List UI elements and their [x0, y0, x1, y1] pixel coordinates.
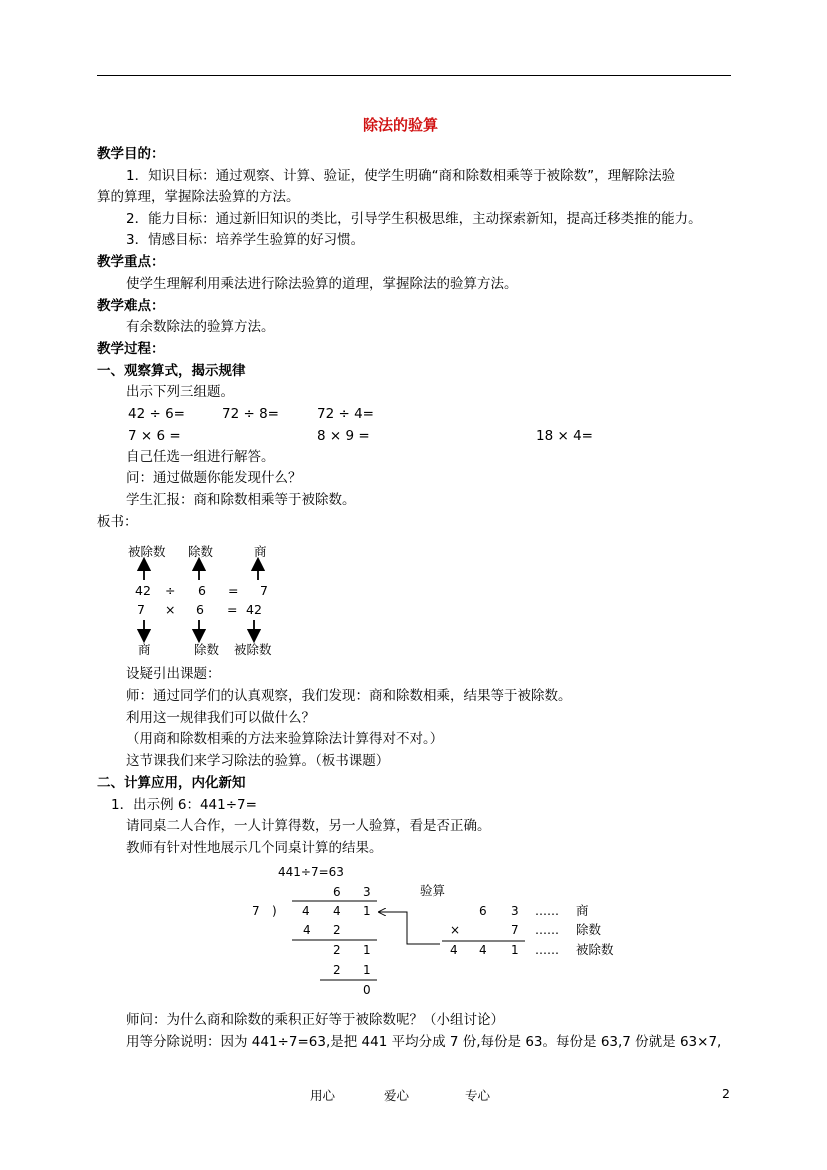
board-number: 7	[137, 602, 145, 617]
difficulty-text: 有余数除法的验算方法。	[126, 319, 275, 335]
part1-line-7: 利用这一规律我们可以做什么？	[126, 710, 315, 726]
part1-line-1: 出示下列三组题。	[126, 384, 234, 400]
part1-line-3: 问：通过做题你能发现什么？	[126, 470, 302, 486]
board-number: 42	[135, 583, 151, 598]
board-operator: ÷	[165, 583, 176, 598]
equation: 7 × 6 =	[128, 428, 181, 444]
part2-line-1: 1．出示例 6：441÷7=	[111, 797, 257, 813]
goal-heading: 教学目的：	[97, 146, 165, 162]
note-dividend: 被除数	[576, 942, 614, 957]
part2-line-3: 教师有针对性地展示几个同桌计算的结果。	[126, 840, 383, 856]
dividend-digit: 4	[333, 904, 341, 918]
part1-line-2: 自己任选一组进行解答。	[126, 449, 275, 465]
remainder: 0	[363, 983, 371, 997]
page-title: 除法的验算	[363, 116, 439, 134]
step-digit: 1	[363, 943, 371, 957]
goal-1b: 算的算理，掌握除法验算的方法。	[97, 189, 300, 205]
note-quotient: 商	[576, 903, 589, 918]
process-heading: 教学过程：	[97, 341, 165, 357]
step-digit: 4	[303, 923, 311, 937]
footer-item: 专心	[465, 1088, 491, 1103]
key-heading: 教学重点：	[97, 254, 165, 270]
note-divisor: 除数	[576, 922, 602, 937]
equation: 18 × 4=	[536, 428, 593, 444]
board-number: 6	[198, 583, 206, 598]
check-times: ×	[450, 923, 461, 937]
division-header: 441÷7=63	[278, 865, 344, 879]
quotient-digit: 3	[363, 885, 371, 899]
dividend-digit: 4	[302, 904, 310, 918]
goal-2: 2．能力目标：通过新旧知识的类比，引导学生积极思维，主动探索新知，提高迁移类推的能力。	[126, 211, 702, 227]
part2-line-4: 师问：为什么商和除数的乘积正好等于被除数呢？（小组讨论）	[126, 1012, 504, 1028]
dots: ……	[535, 943, 559, 957]
quotient-digit: 6	[333, 885, 341, 899]
board-label-divisor: 除数	[188, 544, 214, 559]
equation: 72 ÷ 4=	[317, 406, 374, 422]
footer-item: 用心	[310, 1088, 336, 1103]
step-digit: 2	[333, 923, 341, 937]
check-digit: 4	[450, 943, 458, 957]
check-label: 验算	[420, 883, 446, 898]
board-diagram	[120, 538, 290, 662]
part2-heading: 二、计算应用，内化新知	[97, 775, 246, 791]
check-digit: 6	[479, 904, 487, 918]
board-number: 7	[260, 583, 268, 598]
board-operator: =	[227, 602, 238, 617]
key-text: 使学生理解利用乘法进行除法验算的道理，掌握除法的验算方法。	[126, 276, 518, 292]
goal-3: 3．情感目标：培养学生验算的好习惯。	[126, 232, 365, 248]
check-digit: 1	[511, 943, 519, 957]
dots: ……	[535, 923, 559, 937]
board-operator: =	[228, 583, 239, 598]
long-division-figure	[245, 860, 635, 1002]
equation: 42 ÷ 6=	[128, 406, 185, 422]
header-rule	[97, 75, 731, 76]
step-digit: 1	[363, 963, 371, 977]
equation: 8 × 9 =	[317, 428, 370, 444]
part1-line-8: （用商和除数相乘的方法来验算除法计算得对不对。）	[126, 731, 444, 747]
step-digit: 2	[333, 963, 341, 977]
board-label-divisor: 除数	[194, 642, 220, 657]
page-number: 2	[722, 1086, 730, 1101]
part1-line-5: 设疑引出课题：	[126, 666, 221, 682]
divisor: 7	[252, 904, 260, 918]
board-label: 板书：	[97, 514, 138, 530]
part1-line-6: 师：通过同学们的认真观察，我们发现：商和除数相乘，结果等于被除数。	[126, 688, 572, 704]
dividend-digit: 1	[363, 904, 371, 918]
division-bracket: )	[272, 904, 277, 918]
part2-line-2: 请同桌二人合作，一人计算得数，另一人验算，看是否正确。	[126, 818, 491, 834]
step-digit: 2	[333, 943, 341, 957]
check-digit: 4	[479, 943, 487, 957]
board-label-dividend: 被除数	[128, 544, 166, 559]
part1-heading: 一、观察算式，揭示规律	[97, 363, 246, 379]
check-digit: 3	[511, 904, 519, 918]
board-number: 6	[196, 602, 204, 617]
board-label-dividend: 被除数	[234, 642, 272, 657]
board-number: 42	[246, 602, 262, 617]
board-label-quotient: 商	[254, 544, 267, 559]
check-arrow	[379, 912, 440, 944]
check-digit: 7	[511, 923, 519, 937]
equation: 72 ÷ 8=	[222, 406, 279, 422]
board-label-quotient: 商	[138, 642, 151, 657]
part2-line-5: 用等分除说明：因为 441÷7=63,是把 441 平均分成 7 份,每份是 63。每份是 63,7 份就是 63×7,	[126, 1034, 722, 1050]
goal-1a: 1．知识目标：通过观察、计算、验证，使学生明确“商和除数相乘等于被除数”，理解除法验	[126, 168, 676, 184]
part1-line-4: 学生汇报：商和除数相乘等于被除数。	[126, 492, 356, 508]
difficulty-heading: 教学难点：	[97, 298, 165, 314]
part1-line-9: 这节课我们来学习除法的验算。（板书课题）	[126, 753, 390, 769]
footer-item: 爱心	[384, 1088, 410, 1103]
dots: ……	[535, 904, 559, 918]
board-operator: ×	[165, 602, 176, 617]
